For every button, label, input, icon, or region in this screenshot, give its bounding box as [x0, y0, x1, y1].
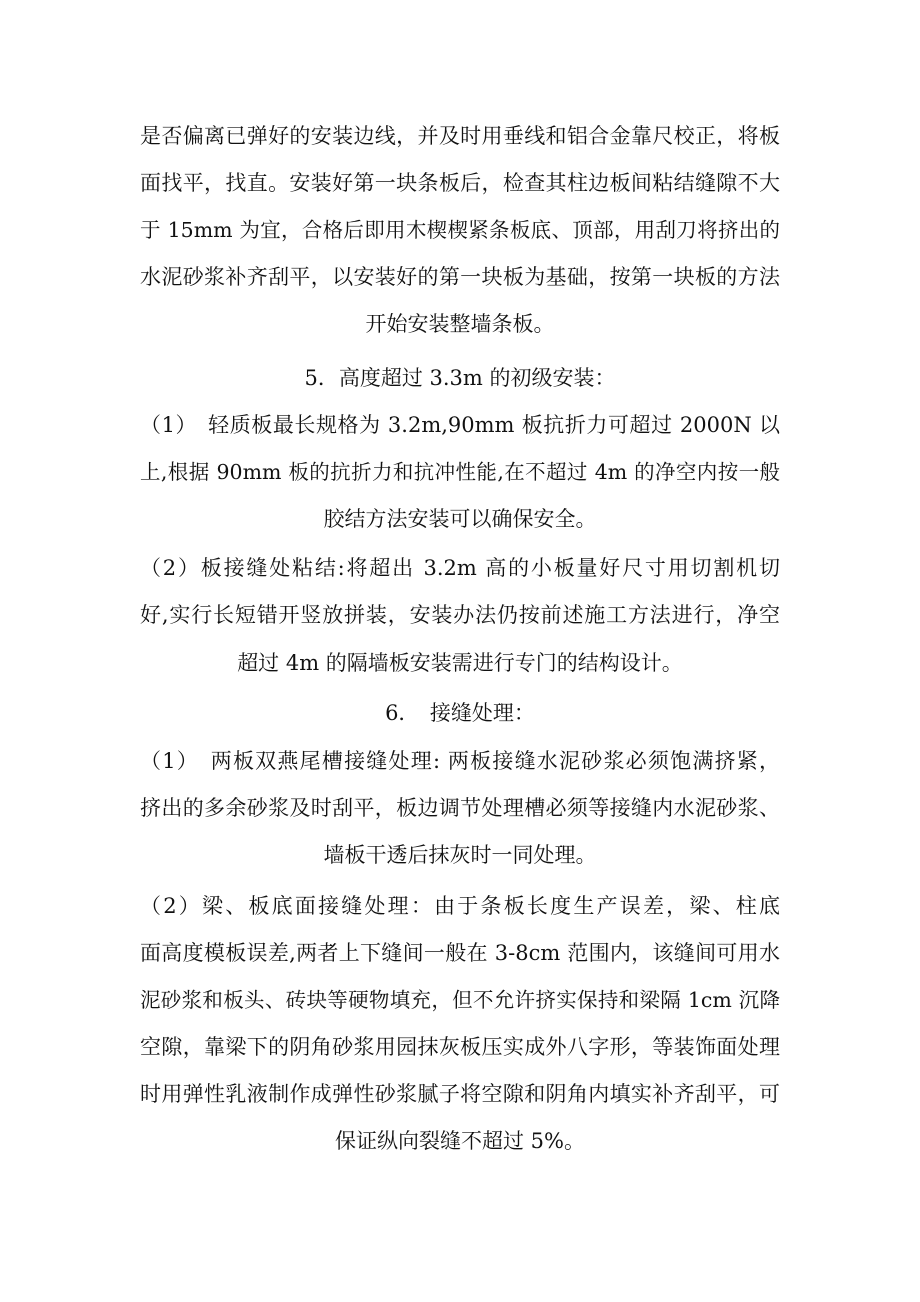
- paragraph-line: 挤出的多余砂浆及时刮平，板边调节处理槽必须等接缝内水泥砂浆、: [140, 796, 780, 820]
- paragraph-line: 面找平，找直。安装好第一块条板后，检查其柱边板间粘结缝隙不大: [140, 171, 780, 195]
- paragraph-line: 超过 4m 的隔墙板安装需进行专门的结构设计。: [237, 651, 683, 675]
- paragraph-line: 空隙，靠梁下的阴角砂浆用园抹灰板压实成外八字形，等装饰面处理: [140, 1035, 780, 1059]
- paragraph-line: 是否偏离已弹好的安装边线，并及时用垂线和铝合金靠尺校正，将板: [140, 124, 780, 148]
- paragraph-line: （1） 轻质板最长规格为 3.2m,90mm 板抗折力可超过 2000N 以: [140, 413, 780, 437]
- paragraph-line: 保证纵向裂缝不超过 5%。: [335, 1129, 585, 1153]
- paragraph-line: 好,实行长短错开竖放拼装，安装办法仍按前述施工方法进行，净空: [140, 603, 780, 627]
- paragraph-line: （2）板接缝处粘结:将超出 3.2m 高的小板量好尺寸用切割机切: [140, 556, 780, 580]
- paragraph-line: 泥砂浆和板头、砖块等硬物填充，但不允许挤实保持和梁隔 1cm 沉降: [140, 988, 780, 1012]
- paragraph-line: 于 15mm 为宜，合格后即用木楔楔紧条板底、顶部，用刮刀将挤出的: [140, 218, 780, 242]
- paragraph-line: 上,根据 90mm 板的抗折力和抗冲性能,在不超过 4m 的净空内按一般: [140, 460, 780, 484]
- section-heading: 5．高度超过 3.3m 的初级安装：: [304, 366, 616, 390]
- paragraph-line: （2）梁、板底面接缝处理：由于条板长度生产误差，梁、柱底: [140, 894, 780, 918]
- paragraph-line: 胶结方法安装可以确保安全。: [323, 507, 597, 531]
- paragraph-line: 时用弹性乳液制作成弹性砂浆腻子将空隙和阴角内填实补齐刮平，可: [140, 1082, 780, 1106]
- paragraph-line: 水泥砂浆补齐刮平，以安装好的第一块板为基础，按第一块板的方法: [140, 265, 780, 289]
- paragraph-line: 开始安装整墙条板。: [365, 312, 555, 336]
- section-heading: 6． 接缝处理：: [385, 701, 535, 725]
- paragraph-line: 墙板干透后抹灰时一同处理。: [323, 843, 597, 867]
- paragraph-line: （1） 两板双燕尾槽接缝处理: 两板接缝水泥砂浆必须饱满挤紧，: [140, 749, 780, 773]
- paragraph-line: 面高度模板误差,两者上下缝间一般在 3-8cm 范围内，该缝间可用水: [140, 941, 780, 965]
